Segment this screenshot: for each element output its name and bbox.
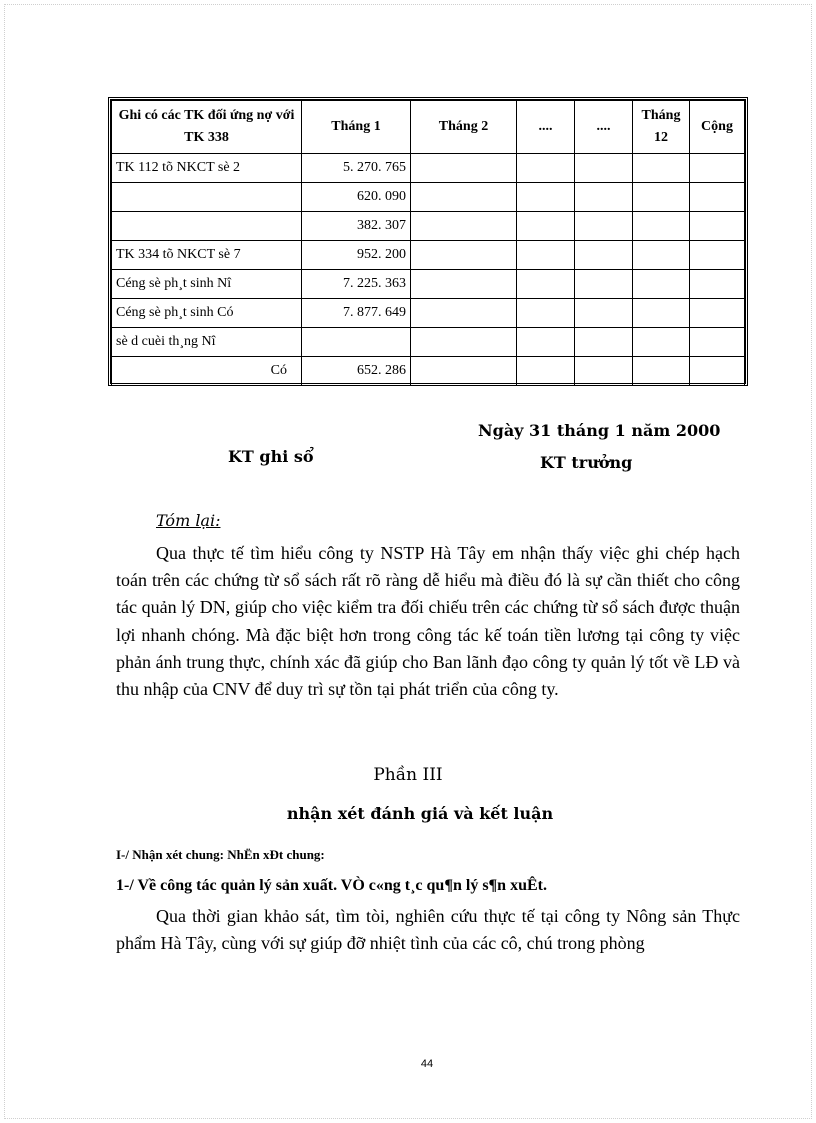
row-month1: 952. 200 — [302, 241, 411, 270]
row-month1: 620. 090 — [302, 183, 411, 212]
table-row — [112, 154, 745, 183]
section-general-heading: I-/ Nhận xét chung: NhËn xÐt chung: — [116, 847, 325, 862]
page-number: 44 — [420, 1058, 434, 1070]
section-production-heading: 1-/ Về công tác quản lý sản xuất. VÒ c«ng t¸c qu¶n lý s¶n xuÊt. — [116, 877, 547, 894]
table-row — [112, 299, 745, 328]
summary-paragraph — [116, 540, 740, 703]
table-row — [112, 328, 745, 357]
row-month1 — [302, 328, 411, 357]
header-ellipsis-2: .... — [575, 101, 633, 154]
row-month1: 5. 270. 765 — [302, 154, 411, 183]
row-label: TK 334 tõ NKCT sè 7 — [112, 241, 302, 270]
signature-right-title: KT trưởng — [540, 453, 633, 472]
row-label: Céng sè ph¸t sinh Nî — [112, 270, 302, 299]
row-month1: 382. 307 — [302, 212, 411, 241]
row-month1: 7. 225. 363 — [302, 270, 411, 299]
header-month-1: Tháng 1 — [302, 101, 411, 154]
summary-text: Qua thực tế tìm hiểu công ty NSTP Hà Tây em nhận thấy việc ghi chép hạch toán trên các chứng từ sổ sách rất rõ ràng dễ hiểu mà điều đó là sự cần thiết cho công tác quản lý DN, giúp cho việc kiểm tra đối chiếu trên các chứng từ sổ sách được thuận lợi nhanh chóng. Mà đặc biệt hơn trong công tác kế toán tiền lương tại công ty việc phản ánh trung thực, chính xác đã giúp cho Ban lãnh đạo công ty quản lý tốt về LĐ và thu nhập của CNV để duy trì sự tồn tại phát triển của công ty. — [116, 543, 740, 700]
signature-date: Ngày 31 tháng 1 năm 2000 — [478, 421, 721, 440]
header-month-12: Tháng 12 — [633, 101, 690, 154]
row-label: Có — [112, 357, 302, 386]
table-row — [112, 241, 745, 270]
row-label — [112, 183, 302, 212]
closing-text: Qua thời gian khảo sát, tìm tòi, nghiên cứu thực tế tại công ty Nông sản Thực phẩm Hà Tây, cùng với sự giúp đỡ nhiệt tình của các cô, chú trong phòng — [116, 906, 740, 954]
table-row — [112, 357, 745, 386]
ledger-table — [108, 97, 748, 386]
summary-label: Tóm lại: — [156, 511, 221, 530]
signature-left-title: KT ghi sổ — [228, 447, 314, 466]
row-label — [112, 212, 302, 241]
table-row — [112, 212, 745, 241]
row-month1: 652. 286 — [302, 357, 411, 386]
table-row — [112, 270, 745, 299]
header-month-2: Tháng 2 — [411, 101, 517, 154]
part-title: Phần III — [373, 765, 443, 785]
closing-paragraph — [116, 903, 740, 957]
table-header-row — [112, 101, 745, 154]
header-total: Cộng — [690, 101, 745, 154]
header-ellipsis-1: .... — [517, 101, 575, 154]
row-label: sè d cuèi th¸ng Nî — [112, 328, 302, 357]
row-label: Céng sè ph¸t sinh Có — [112, 299, 302, 328]
header-account: Ghi có các TK đối ứng nợ với TK 338 — [112, 101, 302, 154]
part-subtitle: nhận xét đánh giá và kết luận — [286, 804, 554, 823]
row-label: TK 112 tõ NKCT sè 2 — [112, 154, 302, 183]
table-row — [112, 183, 745, 212]
row-month1: 7. 877. 649 — [302, 299, 411, 328]
